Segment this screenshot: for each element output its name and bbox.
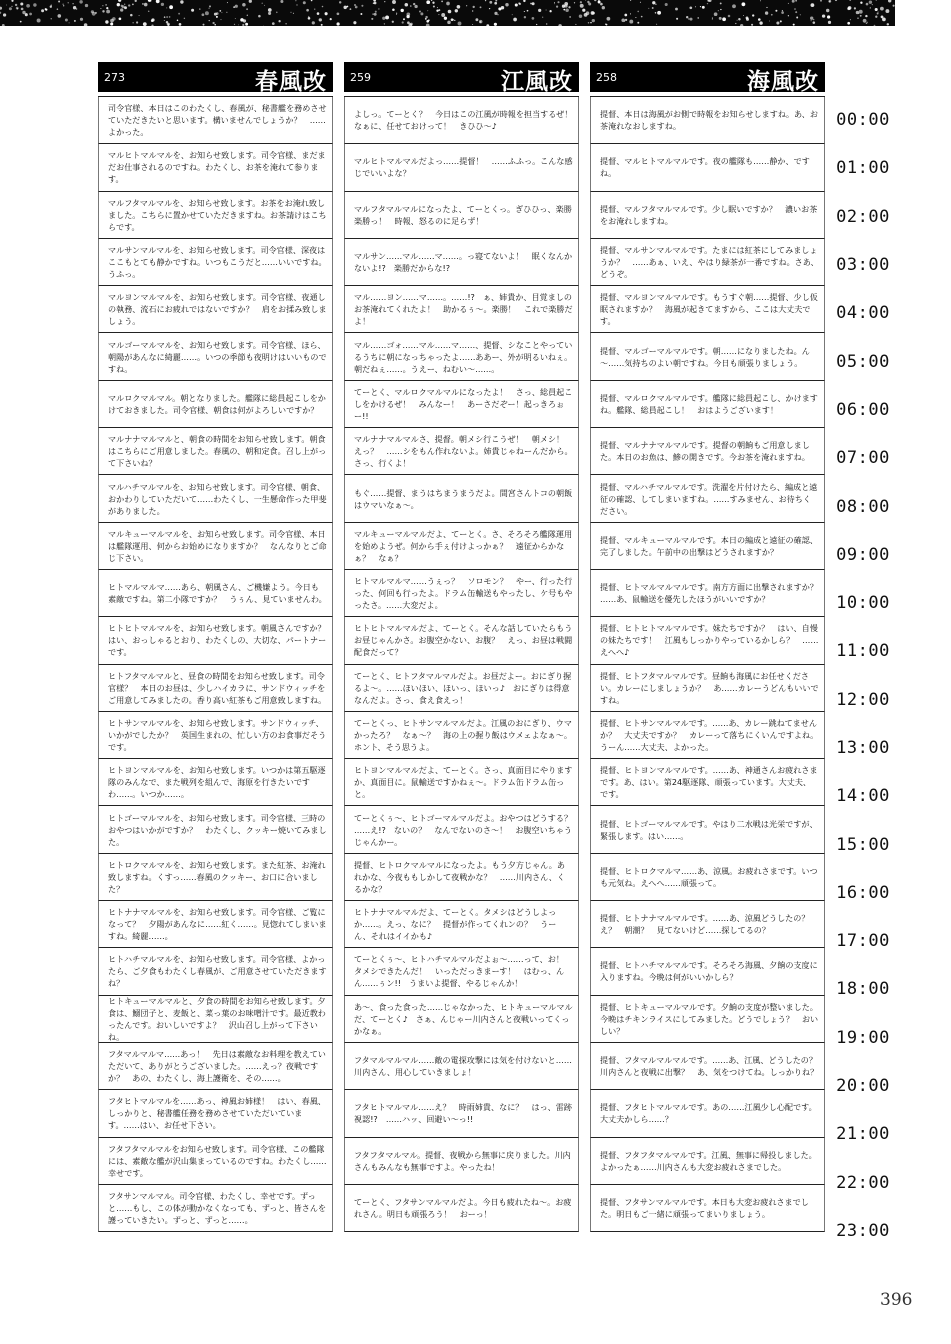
line-cell [344, 381, 579, 428]
time-label: 06:00 [836, 399, 890, 420]
line-text: マルナナマルマルと、朝食の時間をお知らせ致します。朝食はこちらにご用意しました。春風の、朝和定食。召し上がって下さいね？ [108, 434, 327, 469]
line-text: ヒトマルマルマ……うぇっ？ ソロモン？ やー、行った行った、何回も行ったよ。ドラム缶輸送もやったし、ケ号もやったさ。……大変だよ。 [354, 576, 573, 611]
page-number: 396 [880, 1290, 913, 1310]
line-text: マル……ゴォ……マル……マ……、提督、シなことやっているうちに朝になっちゃったよ……ああー、外が明るいねぇ。朝だねぇ……。うえー、ねむい～……。 [354, 339, 573, 374]
line-cell [98, 523, 333, 570]
line-cell [590, 996, 825, 1043]
line-cell [590, 475, 825, 522]
line-cell [344, 759, 579, 806]
line-cell [590, 523, 825, 570]
line-text: マルロクマルマル。朝となりました。艦隊に総員起こしをかけておきました。司令官様、朝食は何がよろしいですか？ [108, 392, 326, 415]
line-text: 提督、マルハチマルマルです。洗濯を片付けたら、編成と遠征の確認、してしまいますね。……すみません、お待ちください。 [600, 481, 818, 516]
column-number: 273 [104, 71, 125, 84]
line-cell [344, 286, 579, 333]
line-cell [344, 901, 579, 948]
line-cell [344, 1090, 579, 1137]
line-text: 提督、マルヨンマルマルです。もうすぐ朝……提督、少し仮眠されますか？ 海風が起きてますから、ここは大丈夫です。 [600, 292, 818, 327]
column-title: 江風改 [501, 68, 573, 95]
line-text: マルキューマルマルを、お知らせ致します。司令官様、本日は艦隊運用、何からお始めになりますか？ なんなりとご命じ下さい。 [108, 528, 327, 563]
line-cell [98, 97, 333, 144]
line-cell [344, 1138, 579, 1185]
line-text: ヒトサンマルマルを、お知らせ致します。サンドウィッチ、いかがでしたか？ 英国生まれの、忙しい方のお食事だそうです。 [108, 718, 327, 752]
line-cell [344, 144, 579, 191]
line-cell [98, 381, 333, 428]
line-cell [590, 144, 825, 191]
line-text: ヒトナナマルマルを、お知らせ致します。司令官様、ご覧になって？ 夕陽があんなに……紅く……。見惚れてしまいますね。綺麗……。 [108, 907, 327, 942]
time-label: 05:00 [836, 351, 890, 372]
time-label: 19:00 [836, 1027, 890, 1048]
column-header [98, 62, 333, 95]
line-text: てーとく、ヒトフタマルマルだよ。お昼だよー。おにぎり握るよ～。……ほいほい、ほいっ、ほいっ♪ おにぎりは得意なんだよ。さっ、食え食えっ！ [354, 670, 572, 705]
line-cell [344, 1185, 579, 1232]
line-text: よしっ。てーとく？ 今日はこの江風が時報を担当するぜ！ なぁに、任せておけって！ きひひ～♪ [354, 109, 581, 132]
line-cell [590, 1090, 825, 1137]
line-cell [590, 192, 825, 239]
time-label: 01:00 [836, 158, 890, 179]
time-label: 07:00 [836, 448, 890, 469]
column-number: 259 [350, 71, 371, 84]
line-text: マルヨンマルマルを、お知らせ致します。司令官様、夜通しの執務、流石にお疲れではないですか？ 肩をお揉み致しましょう。 [108, 292, 327, 327]
line-text: 提督、マルヒトマルマルです。夜の艦隊も……静か、ですね。 [600, 156, 810, 179]
line-cell [98, 901, 333, 948]
line-text: 提督、ヒトマルマルマルです。南方方面に出撃されますか？ ……あ、鼠輸送を優先したほうがいいですか？ [600, 582, 826, 605]
line-text: 提督、マルフタマルマルです。少し眠いですか？ 濃いお茶をお淹れしますね。 [600, 203, 818, 226]
line-cell [344, 523, 579, 570]
line-cell [590, 1043, 825, 1090]
time-column [830, 96, 896, 1255]
line-cell [98, 948, 333, 995]
time-label: 04:00 [836, 303, 890, 324]
line-text: マルフタマルマルになったよ、てーとくっ。ぎひひっ、楽勝楽勝っ！ 時報、怒るのに足らず！ [354, 203, 572, 226]
line-cell [344, 239, 579, 286]
line-text: もぐ……提督、まうはちまうまうだよ。間宮さんトコの朝飯はウマいなぁ～。 [354, 487, 573, 510]
column-number: 258 [596, 71, 617, 84]
line-text: てーとくぅ～、ヒトハチマルマルだよぉ～……って、お！ タメシできたんだ！ いっただっきまーす！ はむっ、んん……ぅン!! うまいよ提督、やるじゃんか！ [354, 954, 573, 989]
line-cell [590, 617, 825, 664]
line-cell [344, 948, 579, 995]
line-cell [98, 333, 333, 380]
line-text: 提督、ヒトゴーマルマルです。やはり二水戦は光栄ですが、緊張します。はい……。 [600, 818, 818, 841]
column-title: 春風改 [255, 68, 327, 95]
line-text: フタヒトマルマル……え？ 時雨姉貴、なに？ はっ、雷跡視認!? ……ハッ、回避い～っ!! [354, 1102, 572, 1125]
line-cell [590, 759, 825, 806]
line-cell [590, 665, 825, 712]
line-text: マル……ヨン……マ……。……!? ぁ、姉貴か、目覚ましのお茶淹れてくれたよ！ 助かるぅ～。楽勝！ これで楽勝だよ！ [354, 292, 573, 327]
line-cell [590, 712, 825, 759]
line-cell [344, 428, 579, 475]
line-text: ヒトヒトマルマルだよ、てーとく。そんな話していたらもうお昼じゃんかさ。お腹空かない、お腹？ えっ、お昼は戦闘配食だって？ [354, 623, 573, 658]
line-cell [590, 901, 825, 948]
line-text: マルハチマルマルを、お知らせ致します。司令官様、朝食、おかわりしていただいて……わたくし、一生懸命作った甲斐がありました。 [108, 481, 327, 516]
line-text: ヒトマルマルマ……あら、朝風さん、ご機嫌よう。今日も素敵ですね。第二小隊ですか？ うぅん、見ていませんわ。 [108, 582, 327, 605]
line-text: てーとくぅ～、ヒトゴーマルマルだよ。おやつはどうする？ ……え!? ないの？ なんでないのさ～！ お腹空いちゃうじゃんかー。 [354, 812, 581, 847]
line-cell [590, 948, 825, 995]
line-list [98, 96, 333, 1232]
line-text: マルヒトマルマルだよっ……提督！ ……ふふっ。こんな感じでいいよな？ [354, 156, 573, 179]
line-text: ヒトハチマルマルを、お知らせ致します。司令官様、よかったら、ご夕食もわたくし春風が、ご用意させていただきますね？ [108, 954, 327, 989]
time-label: 00:00 [836, 110, 890, 131]
line-text: マルゴーマルマルを、お知らせ致します。司令官様、ほら、朝陽があんなに綺麗……。いつの季節も夜明けはいいものですね。 [108, 339, 327, 374]
time-label: 08:00 [836, 496, 890, 517]
line-text: 提督、ヒトロクマルマ……あ、涼風。お疲れさまです。いつも元気ね。えへへ……頑張って。 [600, 865, 818, 888]
time-label: 23:00 [836, 1220, 890, 1241]
line-cell [344, 712, 579, 759]
column-header [590, 62, 825, 95]
line-text: 提督、ヒトナナマルマルです。……あ、涼風どうしたの？ え？ 朝潮？ 見てないけど……探してるの？ [600, 913, 818, 936]
time-label: 12:00 [836, 689, 890, 710]
line-cell [344, 333, 579, 380]
line-text: ヒトヨンマルマルだよ、てーとく。さっ、真面目にやりますか、真面目に。鼠輸送ですかねぇ～。ドラム缶ドラム缶っと。 [354, 765, 573, 800]
time-label: 11:00 [836, 641, 890, 662]
line-text: 提督、マルロクマルマルです。艦隊に総員起こし、かけますね。艦隊、総員起こし！ おはようございます！ [600, 392, 818, 415]
line-cell [590, 333, 825, 380]
line-cell [344, 192, 579, 239]
line-list [344, 96, 579, 1232]
column-header [344, 62, 579, 95]
line-text: 提督、本日は海風がお側で時報をお知らせしますね。あ、お茶淹れなおしますね。 [600, 109, 818, 132]
line-cell [344, 97, 579, 144]
line-cell [590, 1138, 825, 1185]
line-cell [344, 1043, 579, 1090]
column-harukaze [98, 62, 333, 1232]
line-cell [344, 854, 579, 901]
line-cell [98, 428, 333, 475]
line-text: フタフタマルマルをお知らせ致します。司令官様、この艦隊には、素敵な艦が沢山集まっているのですね。わたくし……幸せです。 [108, 1143, 327, 1178]
line-cell [98, 806, 333, 853]
line-text: ヒトヒトマルマルを、お知らせ致します。朝風さんですか？ はい、おっしゃるとおり、わたくしの、大切な、パートナーです。 [108, 623, 334, 658]
line-cell [98, 1138, 333, 1185]
line-cell [98, 712, 333, 759]
line-text: 提督、マルナナマルマルです。提督の朝餉もご用意しました。本日のお魚は、鯵の開きです。今お茶を淹れますね。 [600, 440, 810, 463]
line-cell [98, 1090, 333, 1137]
line-list [590, 96, 825, 1232]
line-cell [98, 1043, 333, 1090]
line-text: 提督、ヒトヒトマルマルです。妹たちですか？ はい、自慢の妹たちです！ 江風もしっかりやっているかしら？ ……えへへ♪ [600, 623, 819, 658]
time-label: 14:00 [836, 786, 890, 807]
line-text: マルサンマルマルを、お知らせ致します。司令官様、深夜はここもとても静かですね。いつもこうだと……いいですね。うふっ。 [108, 245, 327, 280]
time-label: 03:00 [836, 255, 890, 276]
line-cell [590, 806, 825, 853]
line-cell [98, 239, 333, 286]
line-text: フタフタマルマル。提督、夜戦から無事に戻りました。川内さんもみんなも無事ですよ。やったね！ [354, 1149, 571, 1172]
line-text: ヒトナナマルマルだよ、てーとく。タメシはどうしよっか……。えっ、なに？ 提督が作ってくれンの？ うーん、それはイイかも♪ [354, 907, 557, 942]
time-label: 15:00 [836, 834, 890, 855]
line-text: フタマルマルマ……あっ！ 先日は素敵なお料理を教えていただいて、ありがとうございました。……えっ？夜戦ですか？ あの、わたくし、海上護衛を、その……。 [108, 1049, 326, 1084]
decorative-header-band [0, 0, 895, 26]
line-text: マルヒトマルマルを、お知らせ致します。司令官様、まだまだお仕事されるのですね。わたくし、お茶を淹れて参ります。 [108, 150, 326, 185]
line-cell [590, 239, 825, 286]
line-text: ヒトキューマルマルと、夕食の時間をお知らせ致します。夕食は、鰯団子と、麦飯と、菜っ葉のお味噌汁です。最近教わったんです。おいしいですよ？ 沢山召し上がって下さいね。 [108, 995, 326, 1042]
line-cell [590, 97, 825, 144]
line-text: ヒトロクマルマルを、お知らせ致します。また紅茶、お淹れ致しますね。くすっ……春風のクッキー、お口に合いました？ [108, 859, 326, 894]
time-label: 09:00 [836, 544, 890, 565]
line-cell [98, 854, 333, 901]
time-label: 10:00 [836, 593, 890, 614]
line-text: マルナナマルマルさ、提督。朝メシ行こうぜ！ 朝メシ！ えっ？ ……シをもん作れないよ。姉貴じゃねーんだから。さっ、行くよ！ [354, 434, 573, 469]
splatter-pattern-icon [0, 0, 895, 26]
line-text: フタマルマルマル……敵の電探攻撃には気を付けないと……川内さん、用心していきましょ！ [354, 1055, 572, 1078]
line-text: 提督、マルゴーマルマルです。朝……になりましたね。ん～……気持ちのよい朝ですね。今日も頑張りましょう。 [600, 345, 810, 368]
line-text: 提督、マルキューマルマルです。本日の編成と遠征の確認、完了しました。午前中の出撃はどうされますか？ [600, 534, 818, 557]
time-label: 02:00 [836, 206, 890, 227]
line-cell [590, 428, 825, 475]
line-text: 提督、フタサンマルマルです。本日も大変お疲れさまでした。明日もご一緒に頑張ってまいりましょう。 [600, 1196, 809, 1219]
line-cell [344, 806, 579, 853]
line-text: マルサン……マル……マ……。っ寝てないよ！ 眠くなんかないよ!? 楽勝だからな!? [354, 251, 573, 274]
line-cell [344, 475, 579, 522]
line-cell [98, 1185, 333, 1232]
time-label: 13:00 [836, 738, 890, 758]
line-cell [98, 665, 333, 712]
line-text: 提督、フタヒトマルマルです。あの……江風少し心配です。大丈夫かしら……？ [600, 1102, 817, 1125]
line-text: フタサンマルマル。司令官様、わたくし、幸せです。ずっと……もし、この体が動かなくなっても、ずっと、皆さんを護っていきたい。ずっと、ずっと……。 [108, 1190, 327, 1225]
line-text: 提督、ヒトヨンマルマルです。……あ、神通さんお疲れさまです。あ、はい。第24駆逐隊、頑張っています。大丈夫、です。 [600, 765, 818, 800]
line-cell [590, 286, 825, 333]
line-cell [344, 617, 579, 664]
column-kawakaze [344, 62, 579, 1232]
time-label: 22:00 [836, 1172, 890, 1193]
line-cell [98, 617, 333, 664]
time-label: 18:00 [836, 979, 890, 1000]
line-cell [344, 996, 579, 1043]
line-text: マルフタマルマルを、お知らせ致します。お茶をお淹れ致しました。こちらに置かせていただきますね。お茶請けはこちらです。 [108, 197, 327, 232]
time-label: 21:00 [836, 1124, 890, 1145]
column-title: 海風改 [747, 68, 819, 95]
line-cell [98, 759, 333, 806]
line-text: あ～、食った食った……じゃなかった、ヒトキューマルマルだ、てーとく♪ さぁ、んじゃー川内さんと夜戦いってくっかなぁ。 [354, 1001, 573, 1036]
line-text: マルキューマルマルだよ、てーとく。さ、そろそろ艦隊運用を始めようぜ。何から手ぇ付けよっかぁ？ 遠征からかなぁ？ なぁ？ [354, 528, 573, 563]
line-text: 司令官様、本日はこのわたくし、春風が、秘書艦を務めさせていただきたいと思います。構いませんでしょうか？ ……よかった。 [108, 103, 327, 138]
line-cell [98, 286, 333, 333]
line-text: ヒトフタマルマルと、昼食の時間をお知らせ致します。司令官様？ 本日のお昼は、少しハイカラに、サンドウィッチをご用意してみましたの。香り高い紅茶もご用意致しますね。 [108, 670, 327, 705]
line-text: 提督、ヒトサンマルマルです。……あ、カレー跳ねてませんか？ 大丈夫ですか？ カレーって落ちにくいんですよね。うーん……大丈夫、よかった。 [600, 718, 819, 752]
column-umikaze [590, 62, 825, 1232]
line-text: ヒトゴーマルマルを、お知らせ致します。司令官様、三時のおやつはいかがですか？ わたくし、クッキー焼いてみました。 [108, 812, 327, 847]
line-cell [98, 570, 333, 617]
line-cell [344, 570, 579, 617]
line-text: 提督、ヒトハチマルマルです。そろそろ海風、夕餉の支度に入りますね。今晩は何がいいかしら？ [600, 960, 818, 983]
line-cell [98, 192, 333, 239]
line-text: 提督、ヒトフタマルマルです。昼餉も海風にお任せください。カレーにしましょうか？ あ……カレーうどんもいいですね。 [600, 670, 819, 705]
line-text: てーとく、フタサンマルマルだよ。今日も疲れたね～。お疲れさん。明日も頑張ろう！ おーっ！ [354, 1196, 572, 1219]
line-text: ヒトヨンマルマルを、お知らせ致します。いつかは第五駆逐隊のみんなで、また戦列を組んで、海原を行きたいですわ……。いつか……。 [108, 765, 326, 800]
line-text: 提督、フタマルマルマルです。……あ、江風、どうしたの？ 川内さんと夜戦に出撃？ あ、気をつけてね。しっかりね？ [600, 1055, 826, 1078]
line-text: 提督、ヒトキューマルマルです。夕餉の支度が整いました。今晩はチキンライスにしてみました。どうでしょう？ おいしい？ [600, 1001, 819, 1036]
time-label: 17:00 [836, 931, 890, 952]
line-cell [590, 1185, 825, 1232]
line-cell [98, 144, 333, 191]
line-text: 提督、ヒトロクマルマルになったよ。もう夕方じゃん。あれかな、今夜ももしかして夜戦かな？ ……川内さん、くるかな？ [354, 859, 565, 894]
line-text: 提督、マルサンマルマルです。たまには紅茶にしてみましょうか？ ……あぁ、いえ、やはり緑茶が一番ですね。さあ、どうぞ。 [600, 245, 819, 280]
line-cell [98, 475, 333, 522]
line-text: てーとくっ、ヒトサンマルマルだよ。江風のおにぎり、ウマかったろ？ なぁ～？ 海の上の握り飯はウメェよなぁ～。ホント、そう思うよ。 [354, 718, 572, 752]
line-cell [590, 381, 825, 428]
line-text: 提督、フタフタマルマルです。江風、無事に帰投しました。よかったぁ……川内さんも大変お疲れさまでした。 [600, 1149, 817, 1172]
line-cell [344, 665, 579, 712]
line-text: てーとく、マルロクマルマルになったよ！ さっ、総員起こしをかけるぜ！ みんなー！ あーさだぞー！起っきろぉー!! [354, 386, 573, 421]
line-cell [590, 854, 825, 901]
line-cell [98, 996, 333, 1043]
line-text: フタヒトマルマルを……あっ、神風お姉様！ はい、春風、しっかりと、秘書艦任務を務めさせていただいています。……はい、お任せ下さい。 [108, 1096, 326, 1131]
time-label: 20:00 [836, 1076, 890, 1097]
line-cell [590, 570, 825, 617]
time-label: 16:00 [836, 882, 890, 903]
